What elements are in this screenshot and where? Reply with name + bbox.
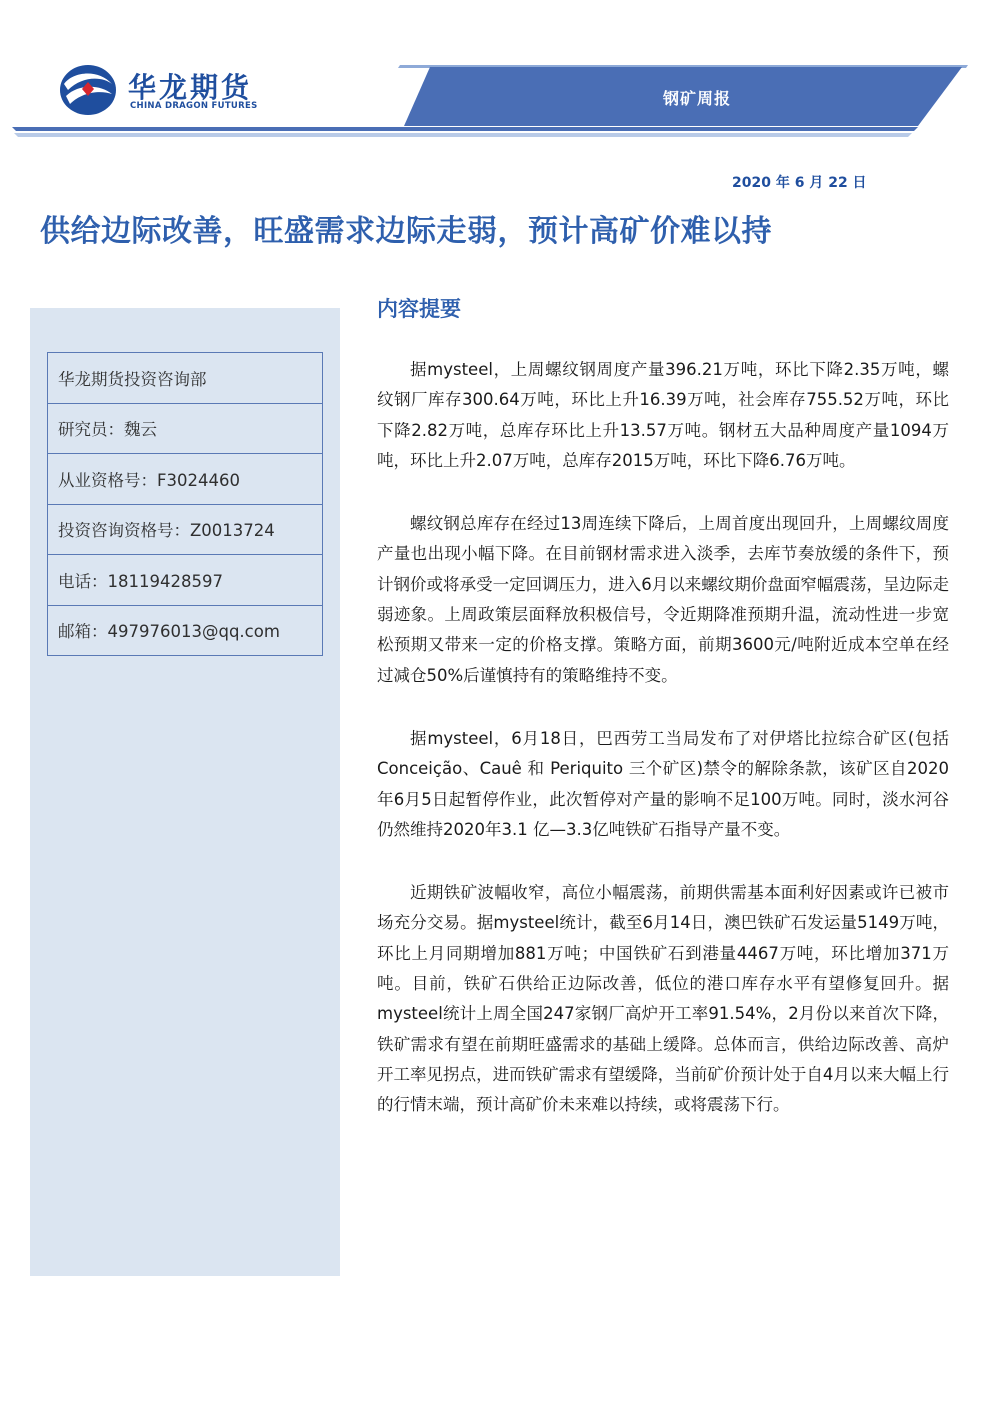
report-date: 2020 年 6 月 22 日 xyxy=(732,175,867,191)
paragraph: 螺纹钢总库存在经过13周连续下降后，上周首度出现回升，上周螺纹周度产量也出现小幅下降。在目前钢材需求进入淡季，去库节奏放缓的条件下，预计钢价或将承受一定回调压力，进入6月以来螺纹期价盘面窄幅震荡，呈边际走弱迹象。上周政策层面释放积极信号，令近期降准预期升温，流动性进一步宽松预期又带来一定的价格支撑。策略方面，前期3600元/吨附近成本空单在经过减仓50%后谨慎持有的策略维持不变。 xyxy=(377,514,949,685)
phone-row: 电话：18119428597 xyxy=(48,555,322,606)
advisory-license-row: 投资咨询资格号：Z0013724 xyxy=(48,505,322,556)
summary-body xyxy=(377,355,949,1154)
page-title: 供给边际改善，旺盛需求边际走弱，预计高矿价难以持 xyxy=(40,214,772,249)
summary-heading: 内容提要 xyxy=(377,297,461,321)
brand-name-en: CHINA DRAGON FUTURES xyxy=(130,101,258,111)
brand-name-cn: 华龙期货 xyxy=(128,71,253,104)
paragraph: 近期铁矿波幅收窄，高位小幅震荡，前期供需基本面利好因素或许已被市场充分交易。据mysteel统计，截至6月14日，澳巴铁矿石发运量5149万吨，环比上月同期增加881万吨；中国铁矿石到港量4467万吨，环比增加371万吨。目前，铁矿石供给正边际改善，低位的港口库存水平有望修复回升。据mysteel统计上周全国247家钢厂高炉开工率91.54%，2月份以来首次下降，铁矿需求有望在前期旺盛需求的基础上缓降。总体而言，供给边际改善、高炉开工率见拐点，进而铁矿需求有望缓降，当前矿价预计处于自4月以来大幅上行的行情末端，预计高矿价未来难以持续，或将震荡下行。 xyxy=(377,883,949,1115)
license-row: 从业资格号：F3024460 xyxy=(48,454,322,505)
paragraph: 据mysteel，6月18日，巴西劳工当局发布了对伊塔比拉综合矿区(包括 Conceição、Cauê 和 Periquito 三个矿区)禁令的解除条款，该矿区自2020年6月5日起暂停作业，此次暂停对产量的影响不足100万吨。同时，淡水河谷仍然维持2020年3.1 亿—3.3亿吨铁矿石指导产量不变。 xyxy=(377,728,949,839)
sidebar-panel xyxy=(30,308,340,1276)
email-row: 邮箱：497976013@qq.com xyxy=(58,622,280,642)
company-logo-icon xyxy=(58,62,118,118)
page-header xyxy=(0,0,992,150)
paragraph: 据mysteel，上周螺纹钢周度产量396.21万吨，环比下降2.35万吨，螺纹钢厂库存300.64万吨，环比上升16.39万吨，社会库存755.52万吨，环比下降2.82万吨，总库存环比上升13.57万吨。钢材五大品种周度产量1094万吨，环比上升2.07万吨，总库存2015万吨，环比下降6.76万吨。 xyxy=(377,360,949,470)
report-type-label: 钢矿周报 xyxy=(663,89,732,108)
department-row: 华龙期货投资咨询部 xyxy=(48,353,322,404)
researcher-row: 研究员：魏云 xyxy=(48,404,322,455)
analyst-info-table xyxy=(47,352,323,656)
